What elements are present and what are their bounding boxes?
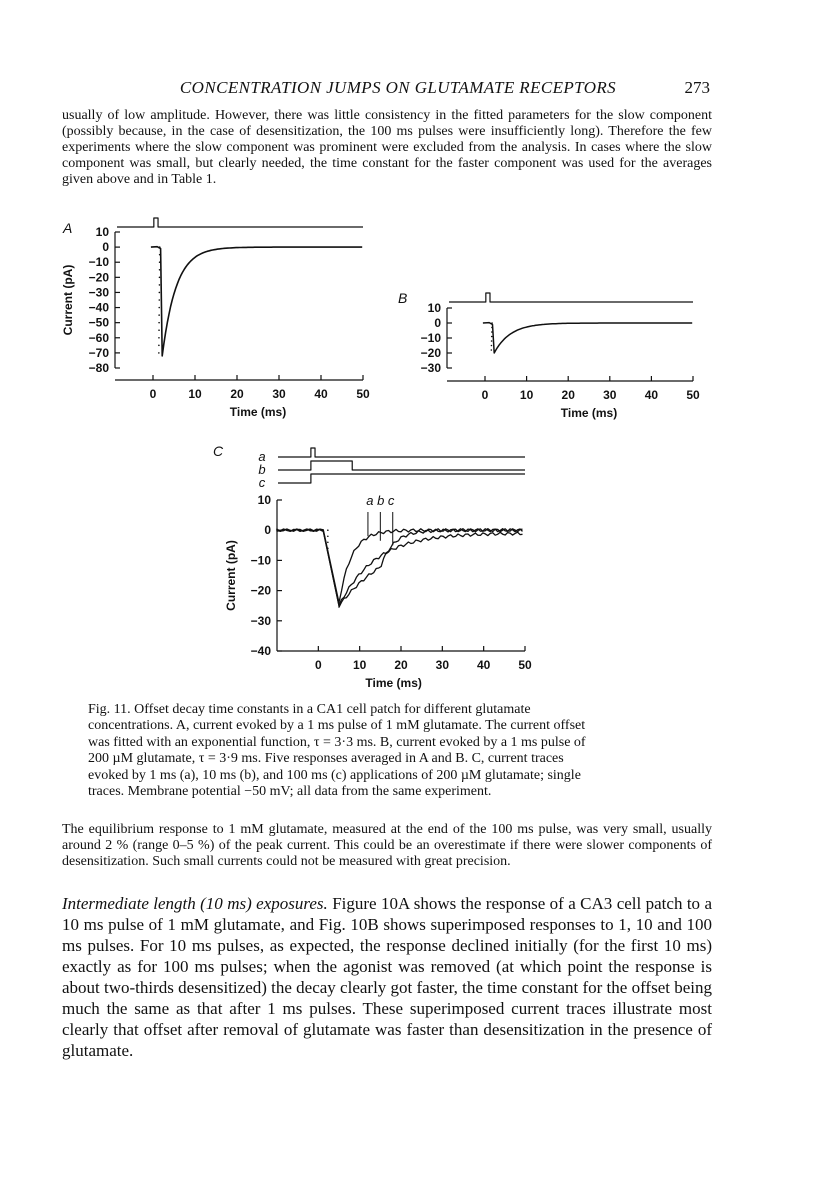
- panel-label: C: [213, 443, 224, 459]
- rise-dot: [158, 322, 160, 324]
- rise-dot: [491, 340, 493, 342]
- paragraph-main: [62, 893, 712, 1061]
- y-tick-label: 10: [257, 493, 271, 507]
- y-axis-label: Current (pA): [224, 540, 238, 611]
- onset-dot: [327, 548, 329, 550]
- x-tick-label: 50: [356, 387, 370, 401]
- x-tick-label: 0: [149, 387, 157, 401]
- caption-line-4: 200 µM glutamate, τ = 3·9 ms. Five responses averaged in A and B. C, current traces: [88, 751, 564, 767]
- x-tick-label: 30: [272, 387, 286, 401]
- command-label-b: b: [258, 462, 266, 477]
- paragraph-mid: [62, 822, 712, 870]
- y-tick-label: −10: [420, 331, 441, 345]
- pulse-command-a: [278, 448, 525, 457]
- rise-dot: [158, 314, 160, 316]
- onset-dot: [327, 541, 329, 543]
- y-tick-label: 10: [427, 301, 441, 315]
- x-tick-label: 20: [561, 388, 575, 402]
- x-axis-label: Time (ms): [560, 406, 618, 420]
- rise-dot: [491, 349, 493, 351]
- x-tick-label: 10: [519, 388, 534, 402]
- rise-dot: [158, 329, 160, 331]
- rise-dot: [159, 277, 161, 279]
- caption-line-3: was fitted with an exponential function, τ = 3·3 ms. B, current evoked by a 1 ms pulse of: [88, 734, 586, 750]
- paragraph-mid-text: The equilibrium response to 1 mM glutamate, measured at the end of the 100 ms pulse, was very small, usually around 2 % (range 0–5 %) of the peak current. This could be an overestimate if there were slower components of desensitization. Such small currents could not be measured with great precision.: [62, 822, 712, 869]
- y-tick-label: −20: [88, 270, 109, 285]
- panel-label: A: [63, 220, 73, 236]
- y-tick-label: −60: [88, 330, 109, 345]
- current-trace-b: [277, 529, 523, 608]
- y-tick-label: −80: [88, 361, 109, 375]
- section-heading: Intermediate length (10 ms) exposures.: [62, 894, 328, 913]
- running-title: CONCENTRATION JUMPS ON GLUTAMATE RECEPTORS: [179, 78, 617, 97]
- figure-caption: [88, 702, 706, 800]
- y-tick-label: 0: [102, 240, 109, 255]
- x-tick-label: 50: [518, 658, 532, 672]
- x-tick-label: 10: [352, 658, 367, 672]
- x-tick-label: 20: [230, 387, 244, 401]
- x-axis-label: Time (ms): [229, 405, 287, 419]
- rise-dot: [159, 292, 161, 294]
- y-tick-label: −30: [250, 613, 271, 628]
- panel-label: B: [398, 290, 408, 306]
- page-number: 273: [684, 78, 710, 97]
- panel-b: [398, 290, 700, 420]
- y-tick-label: −40: [250, 644, 271, 658]
- rise-dot: [159, 284, 161, 286]
- y-tick-label: −30: [88, 285, 109, 300]
- x-tick-label: 30: [603, 388, 617, 402]
- command-label-a: a: [258, 449, 266, 464]
- current-trace-c: [277, 529, 523, 606]
- x-tick-label: 0: [314, 658, 322, 672]
- rise-dot: [158, 345, 160, 347]
- onset-dot: [327, 535, 329, 537]
- y-tick-label: −30: [420, 361, 441, 375]
- rise-dot: [491, 345, 493, 347]
- caption-line-5: evoked by 1 ms (a), 10 ms (b), and 100 ms (c) applications of 200 µM glutamate; single: [88, 767, 581, 783]
- panel-c: [213, 443, 532, 690]
- pulse-command-line: [449, 293, 693, 302]
- y-tick-label: −10: [250, 553, 271, 568]
- y-tick-label: −20: [420, 346, 441, 360]
- x-tick-label: 10: [188, 387, 202, 401]
- y-tick-label: −50: [88, 315, 109, 330]
- pulse-command-c: [278, 474, 525, 483]
- y-axis-label: Current (pA): [61, 264, 75, 336]
- x-tick-label: 40: [476, 658, 491, 672]
- rise-dot: [158, 307, 160, 309]
- rise-dot: [159, 269, 161, 271]
- x-tick-label: 50: [686, 388, 700, 402]
- y-tick-label: 10: [95, 225, 109, 239]
- rise-dot: [158, 337, 160, 339]
- y-tick-label: −40: [88, 300, 109, 315]
- y-tick-label: −10: [88, 255, 109, 270]
- caption-line-2: concentrations. A, current evoked by a 1 ms pulse of 1 mM glutamate. The current offset: [88, 718, 586, 734]
- panel-a: [61, 218, 370, 419]
- paragraph-main-body: Figure 10A shows the response of a CA3 cell patch to a 10 ms pulse of 1 mM glutamate, and Fig. 10B shows superimposed responses to 1, 10 and 100 ms pulses. For 10 ms pulses, as expected, the response declined initially (for the first 10 ms) exactly as for 100 ms pulses; when the agonist was removed (at which point the response is about two-thirds desensitized) the decay clearly got faster, the time constant for the offset being much the same as that after 1 ms pulses. These superimposed current traces illustrate most clearly that offset after removal of glutamate was faster than desensitization in the presence of glutamate.: [62, 894, 713, 1060]
- pulse-command-b: [278, 461, 525, 470]
- rise-dot: [158, 352, 160, 354]
- onset-dot: [327, 529, 329, 531]
- x-tick-label: 0: [481, 388, 489, 402]
- trace-markers-label: a b c: [366, 493, 395, 508]
- current-trace: [483, 323, 692, 353]
- caption-line-1: Fig. 11. Offset decay time constants in a CA1 cell patch for different glutamate: [88, 702, 531, 717]
- y-tick-label: −20: [250, 583, 271, 598]
- x-axis-label: Time (ms): [365, 676, 422, 690]
- current-trace: [151, 247, 362, 356]
- x-tick-label: 40: [644, 388, 659, 402]
- rise-dot: [158, 299, 160, 301]
- x-tick-label: 20: [394, 658, 408, 672]
- paragraph-main-text: [62, 893, 712, 1061]
- paragraph-top-text: usually of low amplitude. However, there was little consistency in the fitted parameters for the slow component (possibly because, in the case of desensitization, the 100 ms pulses were insufficiently long). Therefore the few experiments where the slow component was prominent were excluded from the analysis. In cases where the slow component was small, but clearly needed, the time constant for the faster component was used for the averages given above and in Table 1.: [62, 108, 712, 187]
- command-label-c: c: [258, 475, 266, 490]
- pulse-command-line: [117, 218, 363, 227]
- x-tick-label: 40: [314, 387, 328, 401]
- rise-dot: [491, 336, 493, 338]
- caption-line-6: traces. Membrane potential −50 mV; all data from the same experiment.: [88, 784, 492, 800]
- x-tick-label: 30: [435, 658, 450, 672]
- y-tick-label: 0: [434, 316, 441, 330]
- y-tick-label: −70: [88, 345, 109, 360]
- y-tick-label: 0: [264, 523, 271, 538]
